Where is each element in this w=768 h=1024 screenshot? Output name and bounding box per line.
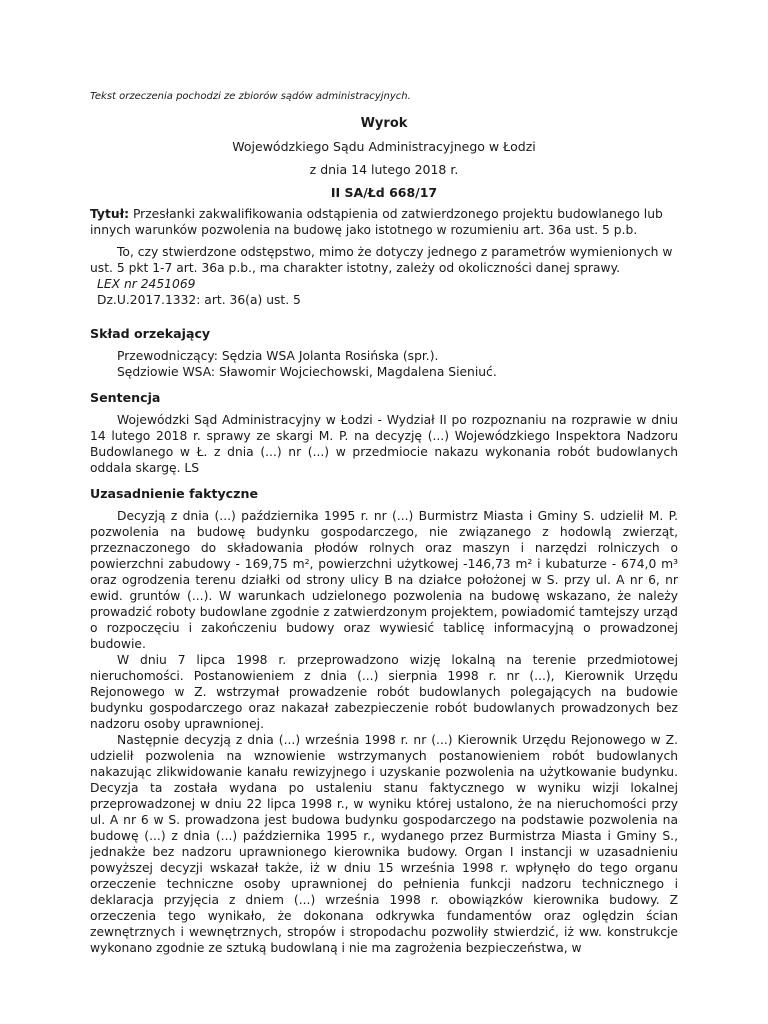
uzasadnienie-heading: Uzasadnienie faktyczne — [90, 486, 258, 501]
lex-reference: LEX nr 2451069 — [97, 277, 196, 291]
judgment-title — [90, 206, 678, 238]
presiding-judge: Przewodniczący: Sędzia WSA Jolanta Rosińska (spr.). — [117, 349, 439, 363]
statute-reference: Dz.U.2017.1332: art. 36(a) ust. 5 — [97, 293, 301, 307]
thesis: To, czy stwierdzone odstępstwo, mimo że dotyczy jednego z parametrów wymienionych w ust. 5 pkt 1-7 art. 36a p.b., ma charakter istotny, zależy od okoliczności danej sprawy. — [90, 245, 673, 275]
case-number: II SA/Łd 668/17 — [330, 185, 438, 200]
judges: Sędziowie WSA: Sławomir Wojciechowski, Magdalena Sieniuć. — [117, 365, 497, 379]
uzasadnienie-paragraph-1: Decyzją z dnia (...) października 1995 r. nr (...) Burmistrz Miasta i Gminy S. udzielił M. P. pozwolenia na budowę budynku gospodarczego, nie związanego z hodowlą zwierząt, przeznaczonego do składowania płodów rolnych oraz maszyn i narzędzi rolniczych o powierzchni zabudowy - 169,75 m², powierzchni użytkowej -146,73 m² i kubaturze - 674,0 m³ oraz ogrodzenia terenu działki od strony ulicy B na działce położonej w S. przy ul. A nr 6, nr ewid. gruntów (...). W warunkach udzielonego pozwolenia na budowę wskazano, że należy prowadzić roboty budowlane zgodnie z zatwierdzonym projektem, powiadomić tamtejszy urząd o rozpoczęciu i zakończeniu budowy oraz wywiesić tablicę informacyjną o prowadzonej budowie. — [90, 509, 678, 651]
judgment-date: z dnia 14 lutego 2018 r. — [309, 162, 459, 177]
document-page — [90, 90, 678, 956]
sentencja-text: Wojewódzki Sąd Administracyjny w Łodzi - Wydział II po rozpoznaniu na rozprawie w dniu 14 lutego 2018 r. sprawy ze skargi M. P. na decyzję (...) Wojewódzkiego Inspektora Nadzoru Budowlanego w Ł. z dnia (...) nr (...) w przedmiocie nakazu wykonania robót budowlanych oddala skargę. LS — [90, 413, 678, 475]
panel-heading: Skład orzekający — [90, 326, 211, 341]
uzasadnienie-paragraph-2: W dniu 7 lipca 1998 r. przeprowadzono wizję lokalną na terenie przedmiotowej nieruchomości. Postanowieniem z dnia (...) sierpnia 1998 r. nr (...), Kierownik Urzędu Rejonowego w Z. wstrzymał prowadzenie robót budowlanych polegających na budowie budynku gospodarczego oraz nakazał zabezpieczenie robót budowlanych prowadzonych bez nadzoru osoby uprawnionej. — [90, 653, 678, 731]
uzasadnienie-paragraph-3: Następnie decyzją z dnia (...) września 1998 r. nr (...) Kierownik Urzędu Rejonowego w Z. udzielił pozwolenia na wznowienie wstrzymanych postanowieniem robót budowlanych nakazując zlikwidowanie kanału rewizyjnego i uzyskanie pozwolenia na użytkowanie budynku. Decyzja ta została wydana po ustaleniu stanu faktycznego w wyniku wizji lokalnej przeprowadzonej w dniu 22 lipca 1998 r., w wyniku której ustalono, że na nieruchomości przy ul. A nr 6 w S. prowadzona jest budowa budynku gospodarczego na podstawie pozwolenia na budowę (...) z dnia (...) października 1995 r., wydanego przez Burmistrza Miasta i Gminy S., jednakże bez nadzoru uprawnionego kierownika budowy. Organ I instancji w uzasadnieniu powyższej decyzji wskazał także, iż w dniu 15 września 1998 r. wpłynęło do tego organu orzeczenie techniczne osoby uprawnionej do pełnienia funkcji nadzoru technicznego i deklaracja przyjęcia z dniem (...) września 1998 r. obowiązków kierownika budowy. Z orzeczenia tego wynikało, że dokonana odkrywka fundamentów oraz oględzin ścian zewnętrznych i wewnętrznych, stropów i stropodachu pozwoliły stwierdzić, iż ww. konstrukcje wykonano zgodnie ze sztuką budowlaną i nie ma zagrożenia bezpieczeństwa, w — [90, 733, 678, 955]
title-text: Przesłanki zakwalifikowania odstąpienia od zatwierdzonego projektu budowlanego lub innych warunków pozwolenia na budowę jako istotnego w rozumieniu art. 36a ust. 5 p.b. — [90, 207, 663, 237]
title-label: Tytuł: — [90, 207, 130, 221]
source-note: Tekst orzeczenia pochodzi ze zbiorów sądów administracyjnych. — [90, 91, 411, 102]
sentencja-heading: Sentencja — [90, 390, 161, 405]
document-type: Wyrok — [360, 116, 408, 131]
court-name: Wojewódzkiego Sądu Administracyjnego w Łodzi — [232, 139, 536, 154]
